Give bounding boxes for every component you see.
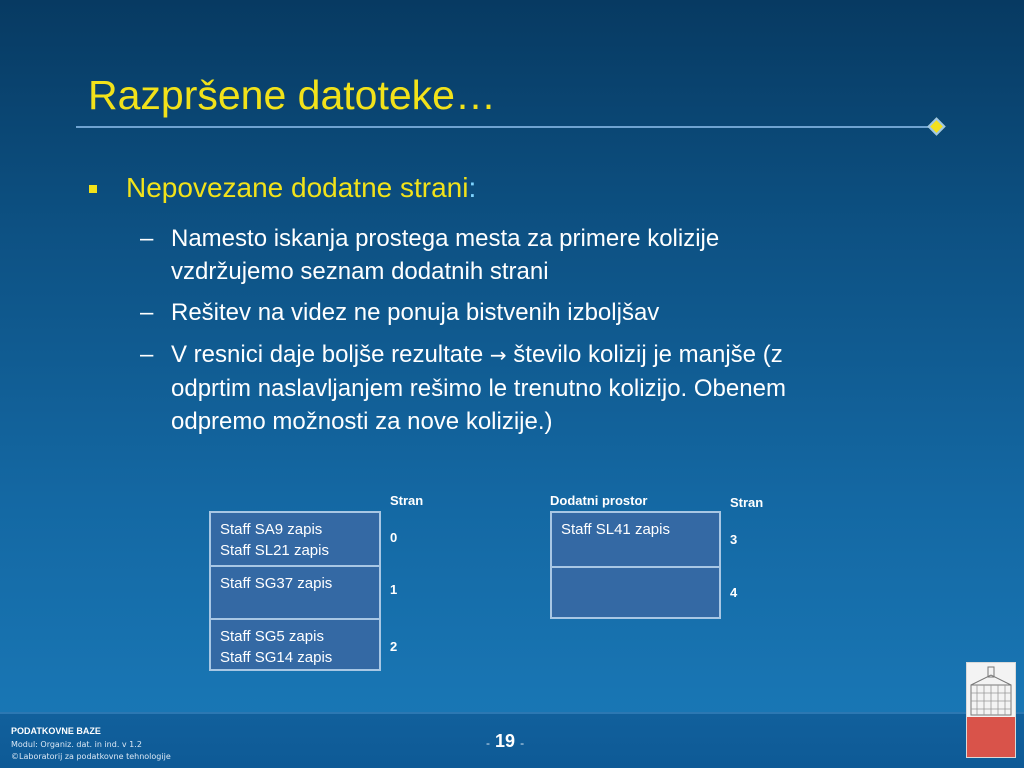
sub-item-1-line-2: vzdržujemo seznam dodatnih strani: [171, 258, 549, 285]
dash-marker: –: [140, 225, 154, 252]
diamond-icon: [927, 117, 945, 135]
record-text: Staff SA9 zapis: [220, 521, 323, 538]
building-icon: [967, 663, 1015, 719]
arrow-right-icon: →: [489, 343, 507, 367]
record-text: Staff SG5 zapis: [220, 628, 324, 645]
sub-item-3-line-1: [171, 338, 931, 372]
page-number-0: 0: [390, 530, 398, 545]
page-number-2: 2: [390, 639, 398, 654]
page-cell-0: [211, 513, 379, 567]
slide-number: [486, 731, 524, 752]
page-dash: -: [486, 736, 490, 750]
slide-title: Razpršene datoteke…: [88, 72, 496, 118]
page-cell-1: [211, 567, 379, 620]
footer-module: Modul: Organiz. dat. in ind. v 1.2: [11, 740, 142, 749]
record-text: Staff SL21 zapis: [220, 542, 329, 559]
sub-item-3-text-a: V resnici daje boljše rezultate: [171, 341, 490, 368]
title-rule: [76, 126, 938, 128]
footer-course: PODATKOVNE BAZE: [11, 726, 101, 736]
page-dash: -: [520, 736, 525, 750]
page-cell-3: [552, 513, 719, 568]
hash-pages-table: [209, 511, 381, 671]
sub-item-2-line-1: Rešitev na videz ne ponuja bistvenih izboljšav: [171, 299, 660, 326]
dash-marker: –: [140, 299, 154, 326]
record-text: Staff SG37 zapis: [220, 575, 333, 592]
page-number-1: 1: [390, 582, 398, 597]
logo-red-band: [967, 717, 1015, 757]
overflow-title: Dodatni prostor: [550, 493, 648, 508]
page-cell-4: [552, 568, 719, 619]
university-logo-icon: [966, 662, 1016, 758]
sub-item-3-text-b: število kolizij je manjše (z: [506, 341, 783, 368]
record-text: Staff SG14 zapis: [220, 649, 333, 666]
page-number-3: 3: [730, 532, 738, 547]
right-page-label: Stran: [730, 495, 764, 510]
left-page-label: Stran: [390, 493, 424, 508]
page-number: 19: [495, 731, 516, 751]
bullet-square-icon: [89, 185, 97, 193]
overflow-pages-table: [550, 511, 721, 619]
heading-colon: :: [468, 172, 477, 203]
heading-text: Nepovezane dodatne strani: [126, 172, 469, 203]
record-text: Staff SL41 zapis: [561, 521, 670, 538]
sub-item-3-line-3: odpremo možnosti za nove kolizije.): [171, 408, 553, 435]
dash-marker: –: [140, 341, 154, 368]
page-cell-2: [211, 620, 379, 671]
bullet-heading: [126, 172, 476, 204]
footer-copyright: ©Laboratorij za podatkovne tehnologije: [11, 752, 171, 761]
sub-item-1-line-1: Namesto iskanja prostega mesta za primere kolizije: [171, 225, 720, 252]
sub-item-3-line-2: odprtim naslavljanjem rešimo le trenutno kolizijo. Obenem: [171, 375, 786, 402]
page-number-4: 4: [730, 585, 738, 600]
